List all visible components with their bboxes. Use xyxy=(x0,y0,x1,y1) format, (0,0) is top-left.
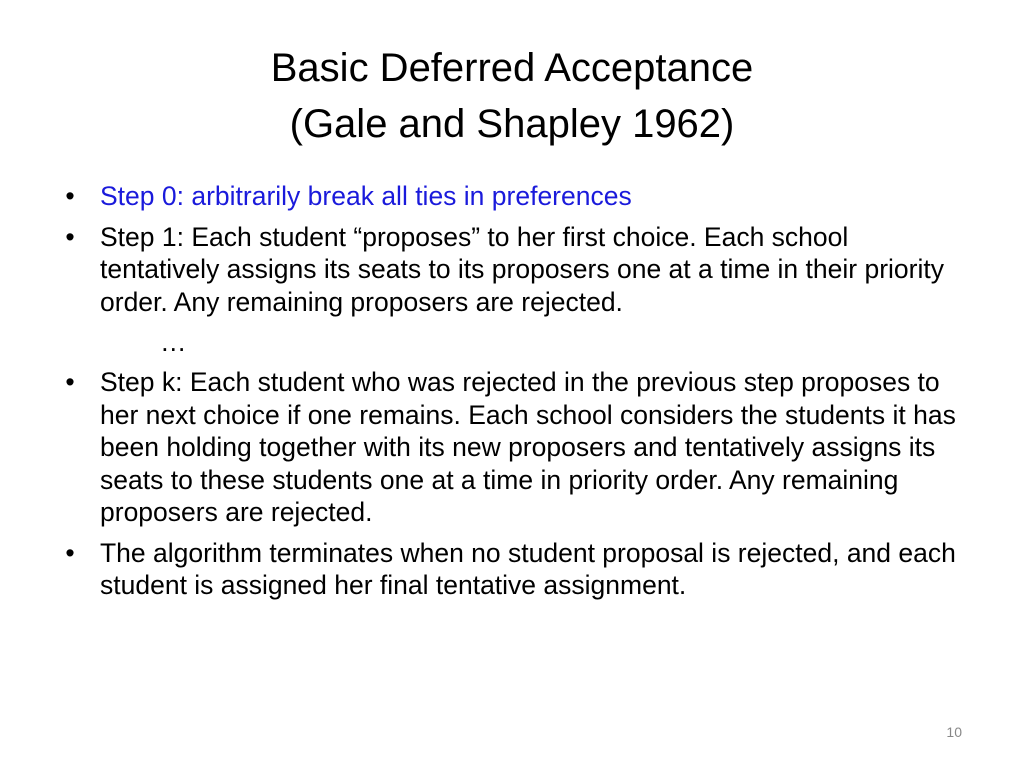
title-line-1: Basic Deferred Acceptance xyxy=(270,46,754,90)
bullet-icon: • xyxy=(65,221,75,252)
bullet-icon: • xyxy=(65,537,75,568)
list-item-step-0 xyxy=(60,180,960,213)
page-number: 10 xyxy=(946,724,962,740)
list-item-text: Step 1: Each student “proposes” to her first choice. Each school tentatively assigns its seats to its proposers one at a time in their priority order. Any remaining proposers are rejected. xyxy=(100,221,944,317)
list-item-termination xyxy=(60,537,960,602)
list-item-step-k xyxy=(60,366,960,529)
list-item-step-1 xyxy=(60,221,960,319)
bullet-icon: • xyxy=(65,367,75,397)
list-item-text: The algorithm terminates when no student proposal is rejected, and each student is assigned her final tentative assignment. xyxy=(100,537,956,600)
bullet-icon: • xyxy=(65,181,75,211)
bullet-list xyxy=(60,180,960,610)
ellipsis-text: … xyxy=(160,327,187,357)
list-item-text: Step 0: arbitrarily break all ties in preferences xyxy=(100,181,632,211)
title-line-2: (Gale and Shapley 1962) xyxy=(289,102,735,146)
slide-title xyxy=(60,40,964,152)
ellipsis-line xyxy=(60,326,960,358)
list-item-text: Step k: Each student who was rejected in the previous step proposes to her next choice if one remains. Each school considers the students it has been holding together with its new proposers and tentatively assigns its seats to these students one at a time in priority order. Any remaining proposers are rejected. xyxy=(100,367,956,527)
